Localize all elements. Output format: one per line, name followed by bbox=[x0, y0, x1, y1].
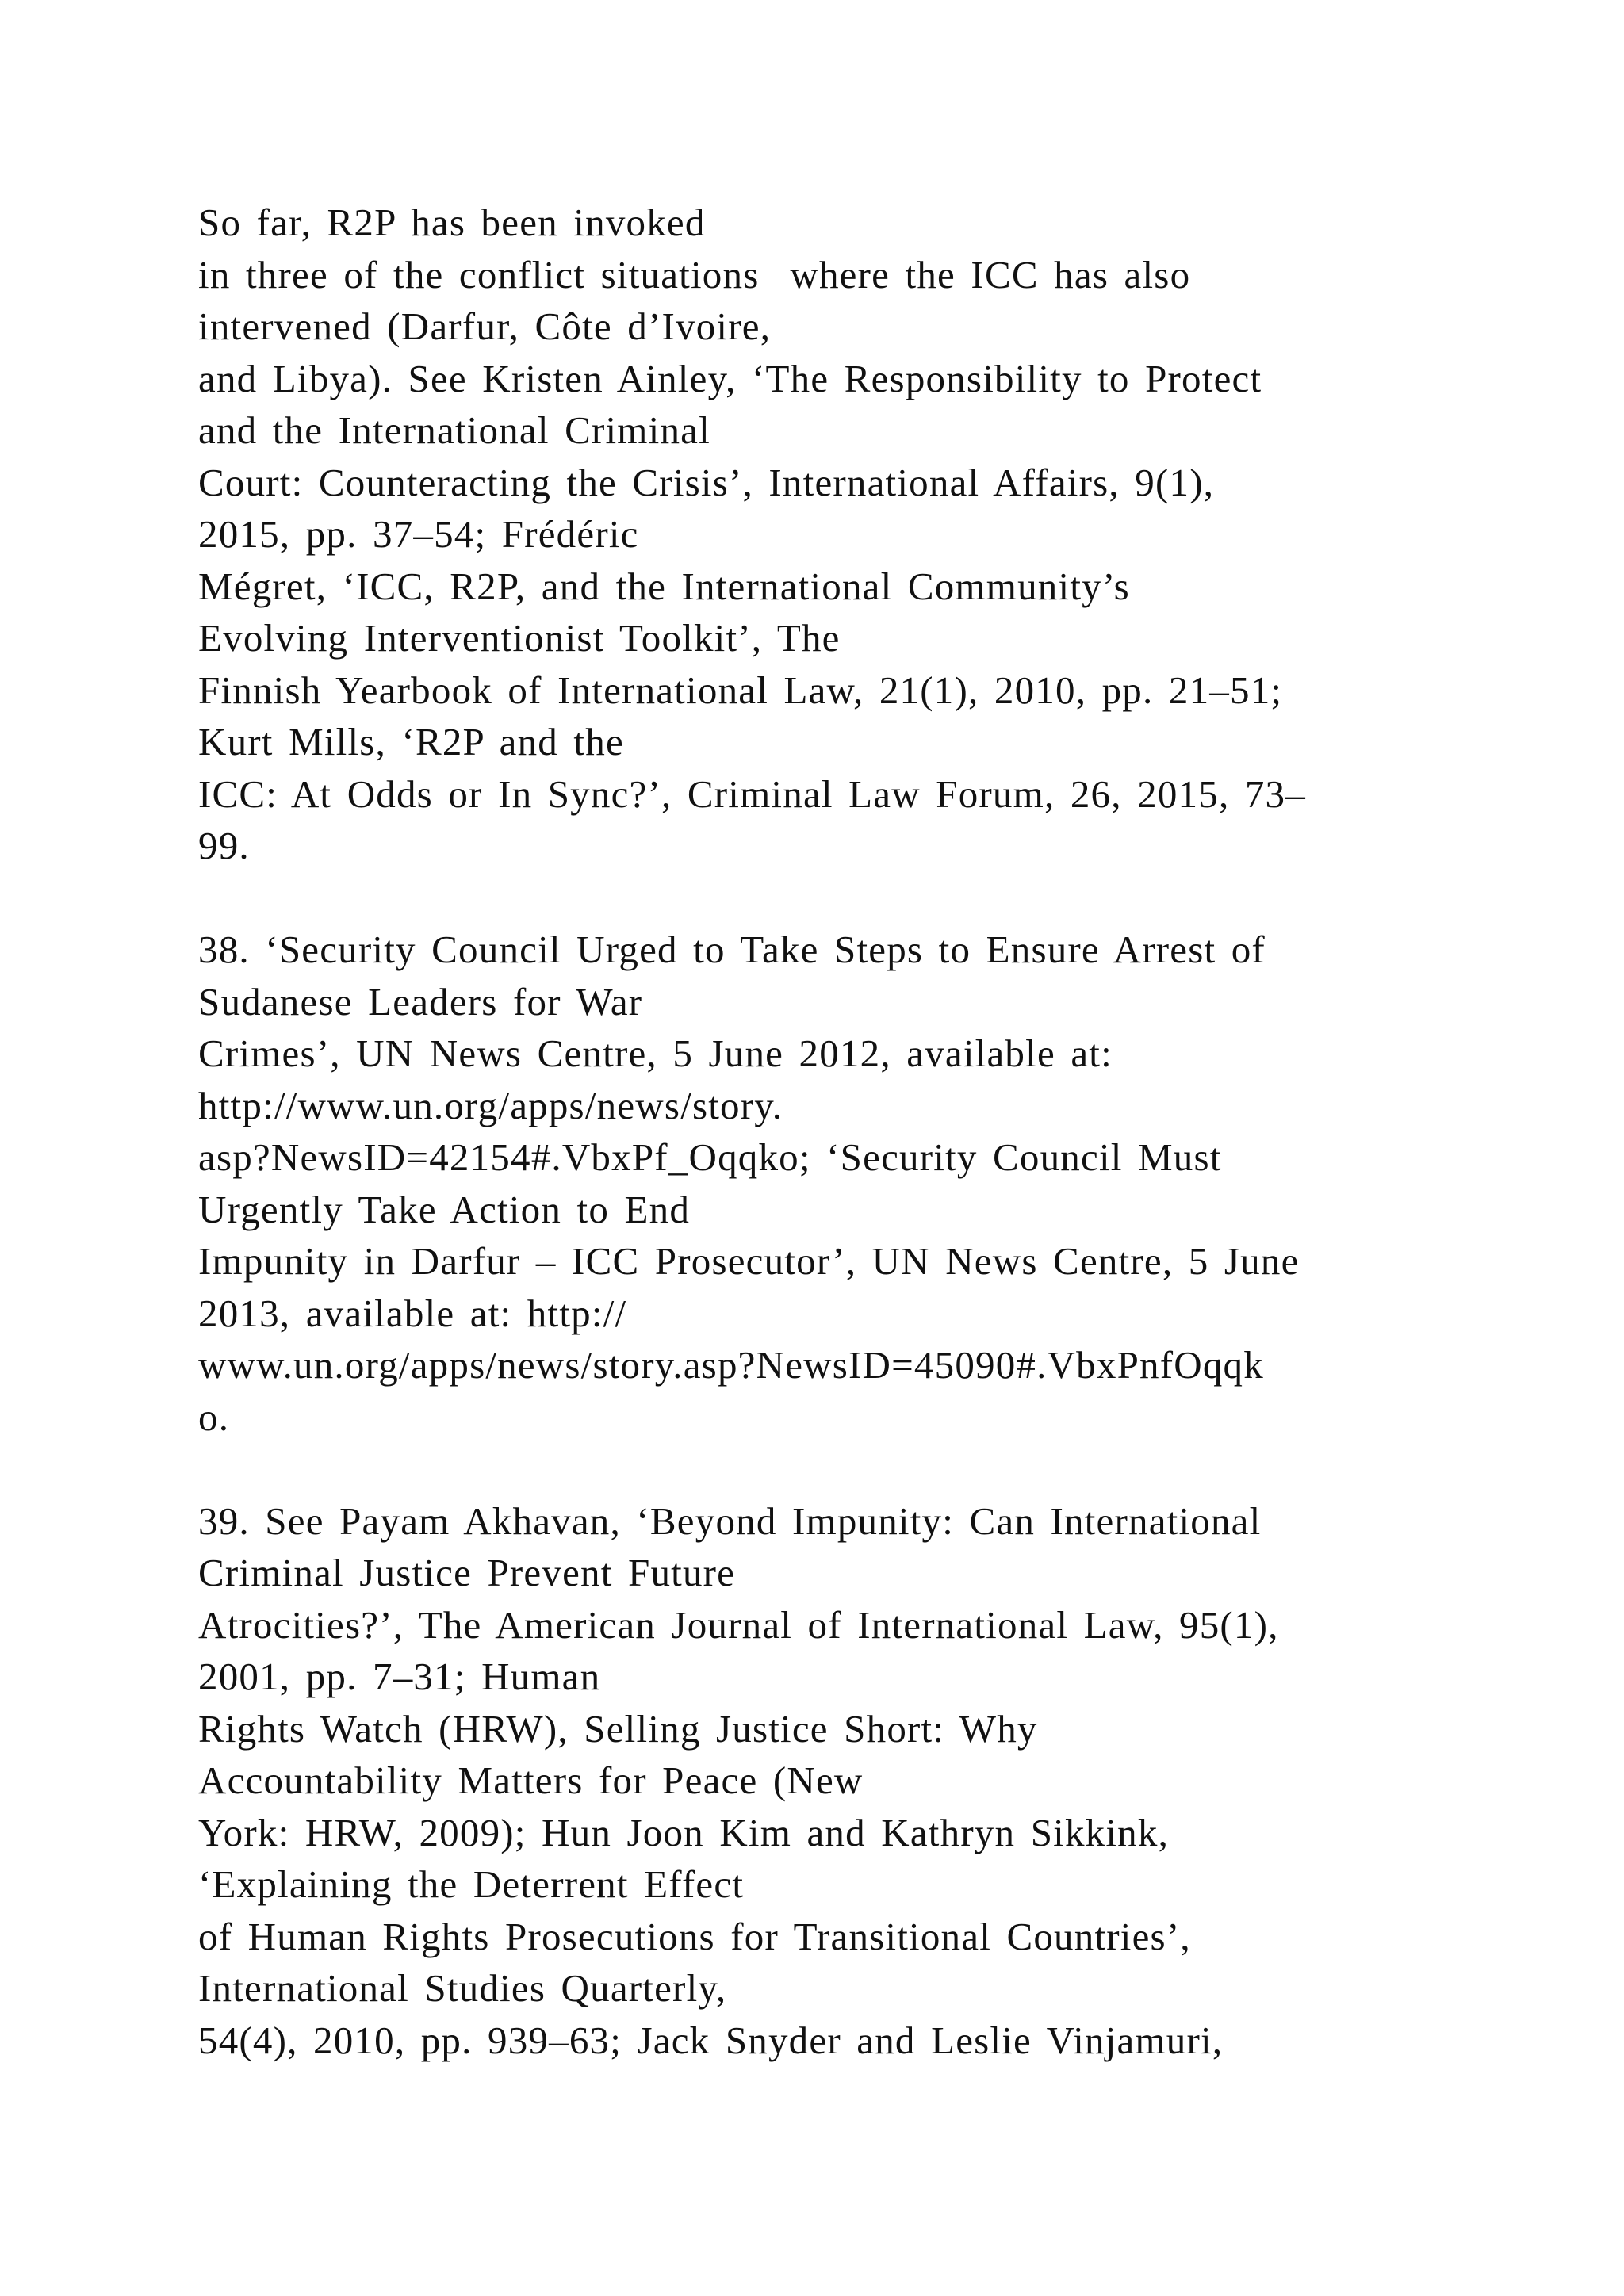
text-line: intervened (Darfur, Côte d’Ivoire, bbox=[198, 304, 772, 348]
text-line: ICC: At Odds or In Sync?’, Criminal Law Forum, 26, 2015, 73– bbox=[198, 771, 1306, 816]
url-text-line: http://www.un.org/apps/news/story. bbox=[198, 1083, 783, 1127]
text-line: Sudanese Leaders for War bbox=[198, 979, 643, 1024]
text-line: 99. bbox=[198, 824, 250, 867]
url-text-line: asp?NewsID=42154#.VbxPf_Oqqko; ‘Security Council Must bbox=[198, 1135, 1222, 1179]
text-line: Impunity in Darfur – ICC Prosecutor’, UN News Centre, 5 June bbox=[198, 1239, 1300, 1283]
text-line: 2015, pp. 37–54; Frédéric bbox=[198, 512, 639, 556]
text-line: Accountability Matters for Peace (New bbox=[198, 1758, 864, 1802]
text-line: York: HRW, 2009); Hun Joon Kim and Kathryn Sikkink, bbox=[198, 1810, 1170, 1854]
text-line: ‘Explaining the Deterrent Effect bbox=[198, 1862, 745, 1906]
text-line: International Studies Quarterly, bbox=[198, 1966, 727, 2010]
text-line: Evolving Interventionist Toolkit’, The bbox=[198, 616, 841, 660]
text-line: and Libya). See Kristen Ainley, ‘The Responsibility to Protect bbox=[198, 356, 1262, 400]
paragraph-spacer bbox=[198, 1443, 1546, 1495]
footnote-38 bbox=[198, 924, 1546, 1443]
text-line: in three of the conflict situations where the ICC has also bbox=[198, 252, 1191, 297]
text-line: Kurt Mills, ‘R2P and the bbox=[198, 720, 624, 763]
text-line: and the International Criminal bbox=[198, 408, 710, 452]
paragraph-r2p-note bbox=[198, 197, 1546, 872]
text-line: 54(4), 2010, pp. 939–63; Jack Snyder and Leslie Vinjamuri, bbox=[198, 2018, 1224, 2062]
text-line: Rights Watch (HRW), Selling Justice Short: Why bbox=[198, 1706, 1038, 1751]
text-line: Atrocities?’, The American Journal of International Law, 95(1), bbox=[198, 1602, 1279, 1647]
text-line: of Human Rights Prosecutions for Transitional Countries’, bbox=[198, 1914, 1191, 1958]
text-line: Court: Counteracting the Crisis’, International Affairs, 9(1), bbox=[198, 460, 1215, 504]
text-line: 38. ‘Security Council Urged to Take Steps to Ensure Arrest of bbox=[198, 928, 1266, 971]
text-line: Finnish Yearbook of International Law, 21(1), 2010, pp. 21–51; bbox=[198, 668, 1283, 712]
url-text-line: www.un.org/apps/news/story.asp?NewsID=45090#.VbxPnfOqqk bbox=[198, 1343, 1264, 1387]
text-line: So far, R2P has been invoked bbox=[198, 201, 706, 244]
text-line: o. bbox=[198, 1395, 230, 1439]
text-line: Mégret, ‘ICC, R2P, and the International Community’s bbox=[198, 564, 1130, 608]
text-line: 2013, available at: http:// bbox=[198, 1291, 627, 1335]
document-body-text bbox=[198, 197, 1546, 2066]
text-line: Urgently Take Action to End bbox=[198, 1187, 691, 1231]
footnote-39 bbox=[198, 1495, 1546, 2067]
text-line: 2001, pp. 7–31; Human bbox=[198, 1655, 601, 1698]
text-line: Crimes’, UN News Centre, 5 June 2012, available at: bbox=[198, 1031, 1113, 1075]
paragraph-spacer bbox=[198, 872, 1546, 924]
text-line: Criminal Justice Prevent Future bbox=[198, 1551, 736, 1594]
text-line: 39. See Payam Akhavan, ‘Beyond Impunity: Can International bbox=[198, 1498, 1262, 1543]
